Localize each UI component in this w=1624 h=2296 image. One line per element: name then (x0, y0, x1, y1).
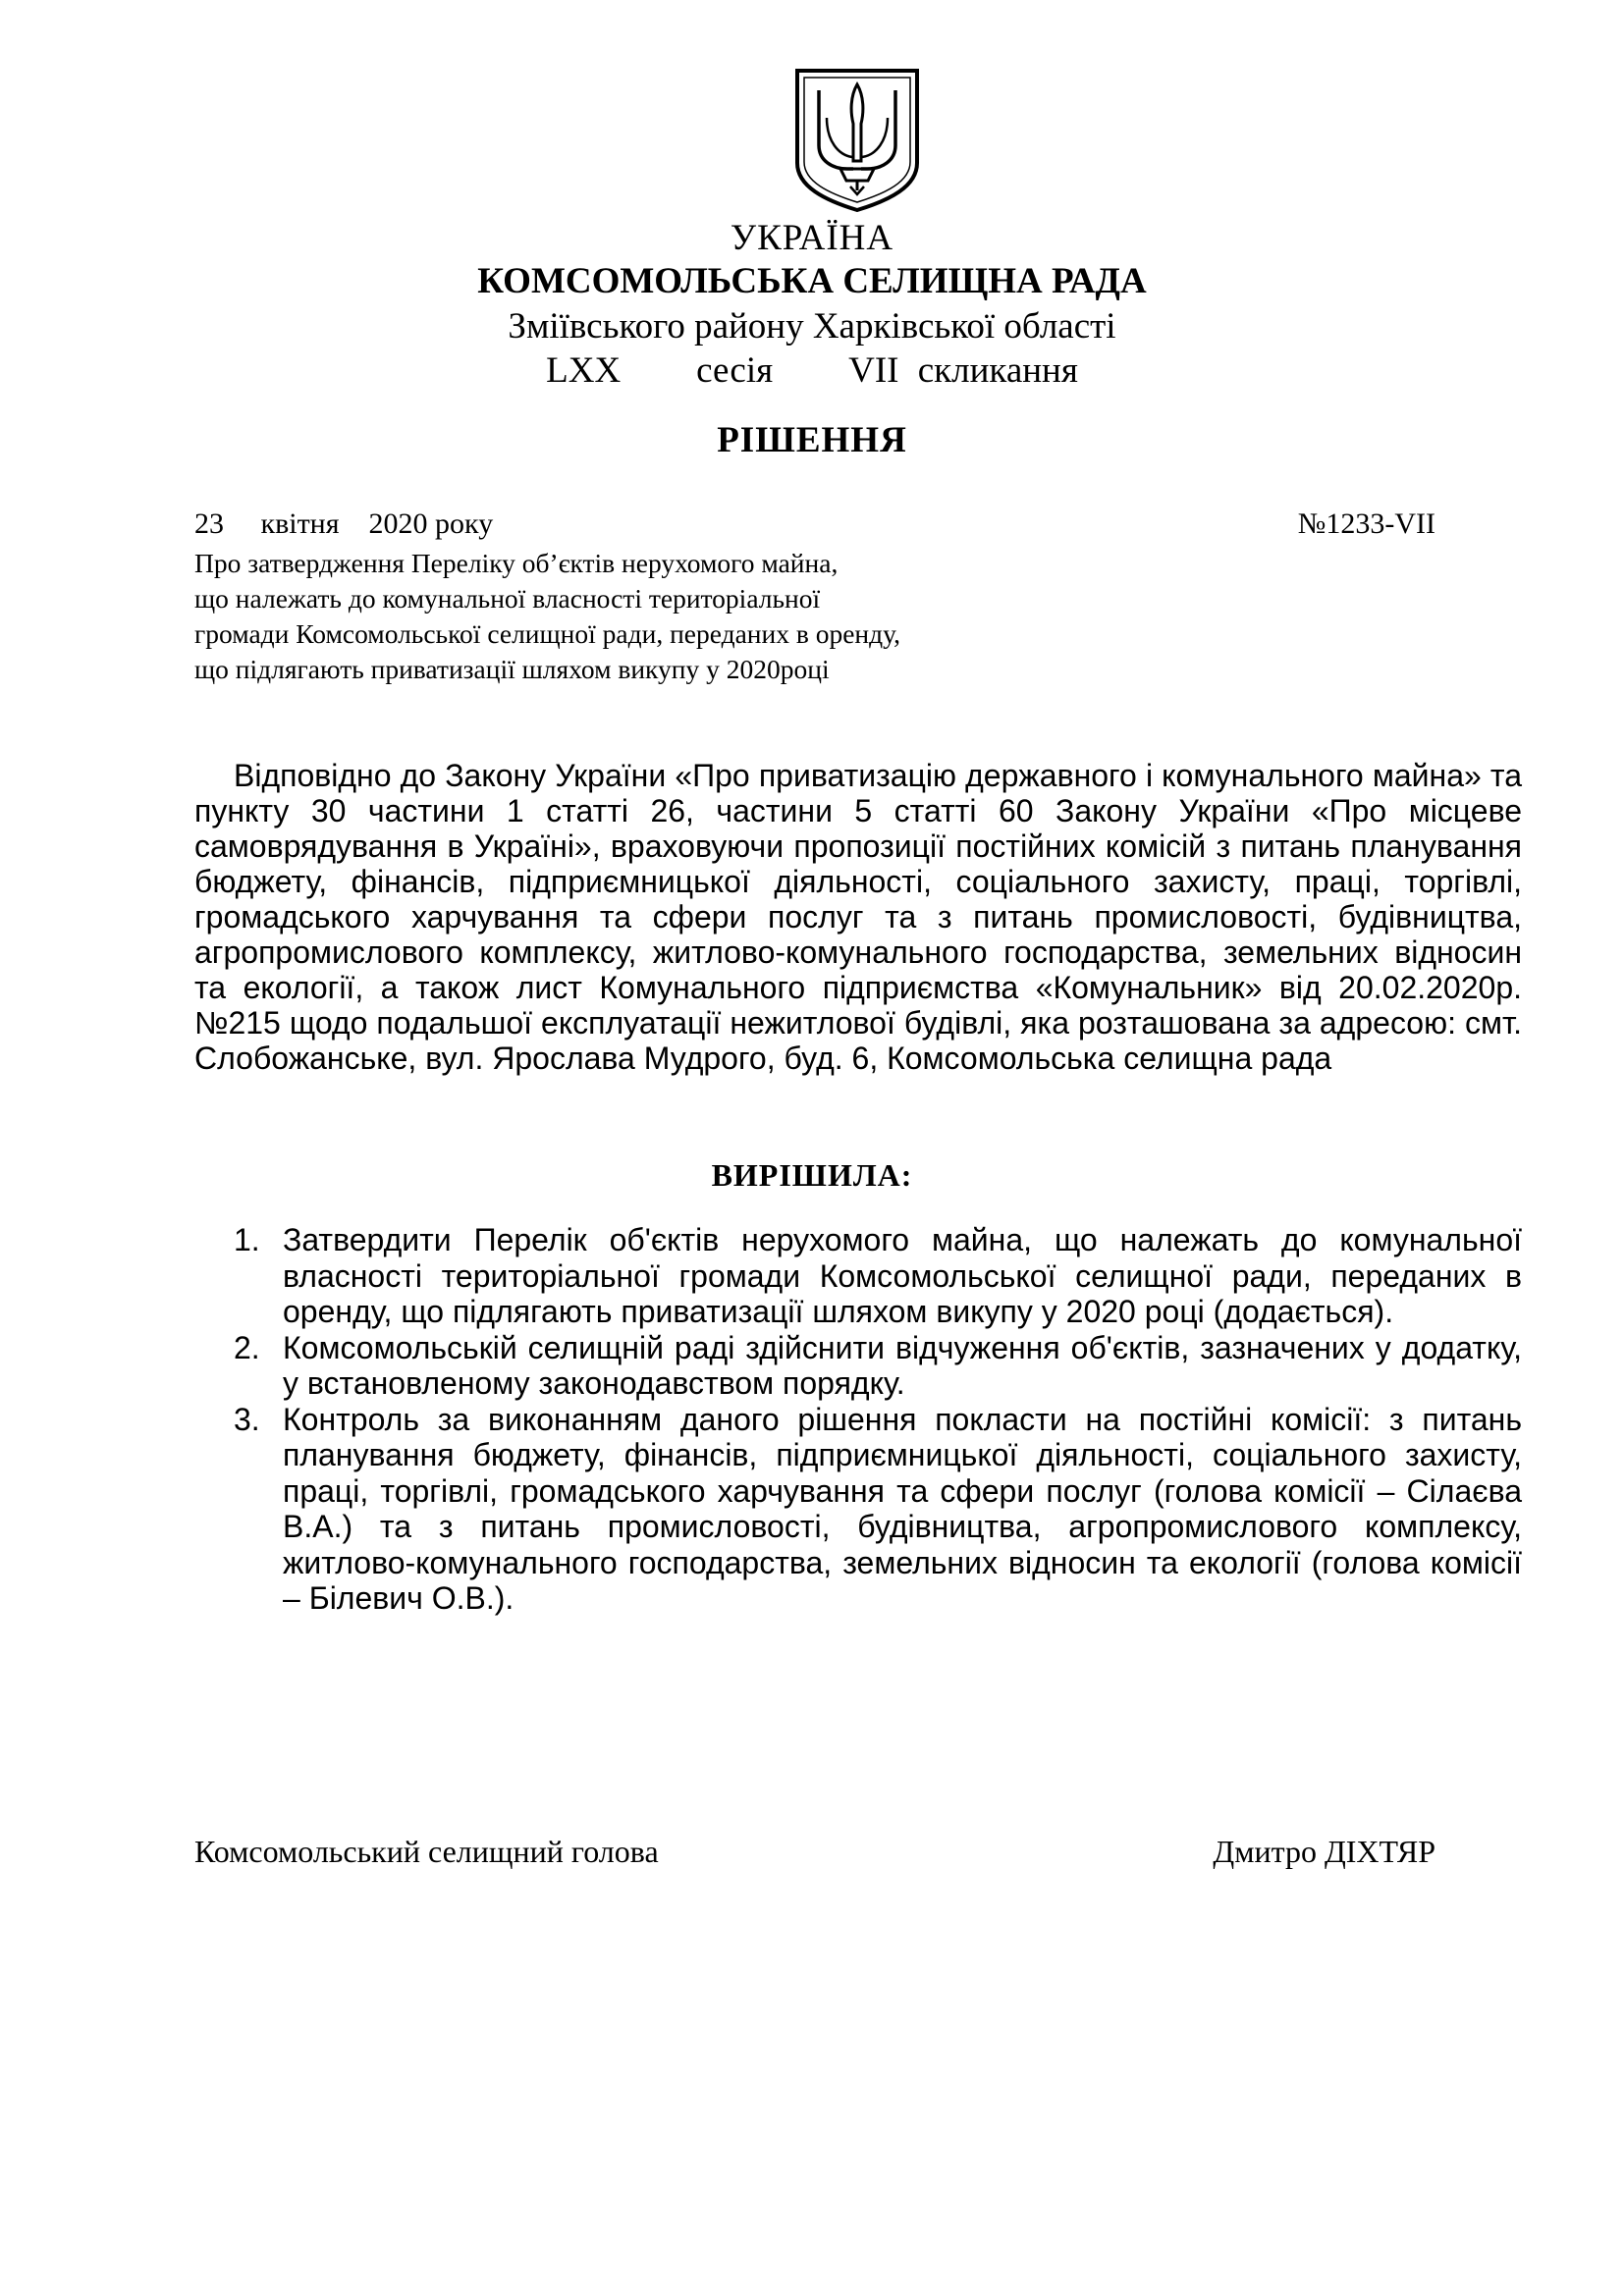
decision-subject (194, 546, 1078, 687)
resolved-heading: ВИРІШИЛА: (711, 1157, 913, 1193)
subject-line: що належать до комунальної власності територіальної (194, 583, 821, 614)
item-number: 2. (234, 1329, 260, 1365)
item-text: Затвердити Перелік об'єктів нерухомого майна, що належать до комунальної власності територіальної громади Комсомольської селищної ради, переданих в оренду, що підлягають приватизації шляхом викупу у 2020 році (додається). (283, 1222, 1522, 1329)
resolution-item (194, 1222, 1522, 1330)
signatory-name: Дмитро ДІХТЯР (1213, 1834, 1435, 1869)
subject-line: Про затвердження Переліку об’єктів нерухомого майна, (194, 548, 839, 578)
trident-coat-of-arms-icon (793, 67, 921, 212)
council-name: КОМСОМОЛЬСЬКА СЕЛИЩНА РАДА (477, 261, 1147, 301)
item-text: Комсомольській селищній раді здійснити відчуження об'єктів, зазначених у додатку, у встановленому законодавством порядку. (283, 1329, 1522, 1401)
decision-date: 23 квітня 2020 року (194, 507, 494, 540)
session-line: LXX сесія VII скликання (546, 350, 1078, 391)
resolution-item (194, 1330, 1522, 1402)
item-number: 1. (234, 1222, 260, 1257)
country-name: УКРАЇНА (730, 218, 894, 258)
document-type-title: РІШЕННЯ (717, 420, 907, 460)
subject-line: що підлягають приватизації шляхом викупу у 2020році (194, 654, 830, 684)
resolution-items-list (194, 1222, 1522, 1617)
item-number: 3. (234, 1401, 260, 1437)
signatory-position: Комсомольський селищний голова (194, 1834, 659, 1869)
preamble-paragraph: Відповідно до Закону України «Про приватизацію державного і комунального майна» та пункту 30 частини 1 статті 26, частини 5 статті 60 Закону України «Про місцеве самоврядування в Україні», враховуючи пропозиції постійних комісій з питань планування бюджету, фінансів, підприємницької діяльності, соціального захисту, праці, торгівлі, громадського харчування та сфери послуг та з питань промисловості, будівництва, агропромислового комплексу, житлово-комунального господарства, земельних відносин та екології, а також лист Комунального підприємства «Комунальник» від 20.02.2020р. №215 щодо подальшої експлуатації нежитлової будівлі, яка розташована за адресою: смт. Слобожанське, вул. Ярослава Мудрого, буд. 6, Комсомольська селищна рада (194, 758, 1522, 1076)
item-text: Контроль за виконанням даного рішення покласти на постійні комісії: з питань планування бюджету, фінансів, підприємницької діяльності, соціального захисту, праці, торгівлі, громадського харчування та сфери послуг (голова комісії – Сілаєва В.А.) та з питань промисловості, будівництва, агропромислового комплексу, житлово-комунального господарства, земельних відносин та екології (голова комісії – Білевич О.В.). (283, 1401, 1522, 1616)
decision-number: №1233-VII (1297, 507, 1435, 540)
district-name: Зміївського району Харківської області (508, 306, 1116, 347)
subject-line: громади Комсомольської селищної ради, переданих в оренду, (194, 618, 901, 649)
resolution-item (194, 1402, 1522, 1617)
